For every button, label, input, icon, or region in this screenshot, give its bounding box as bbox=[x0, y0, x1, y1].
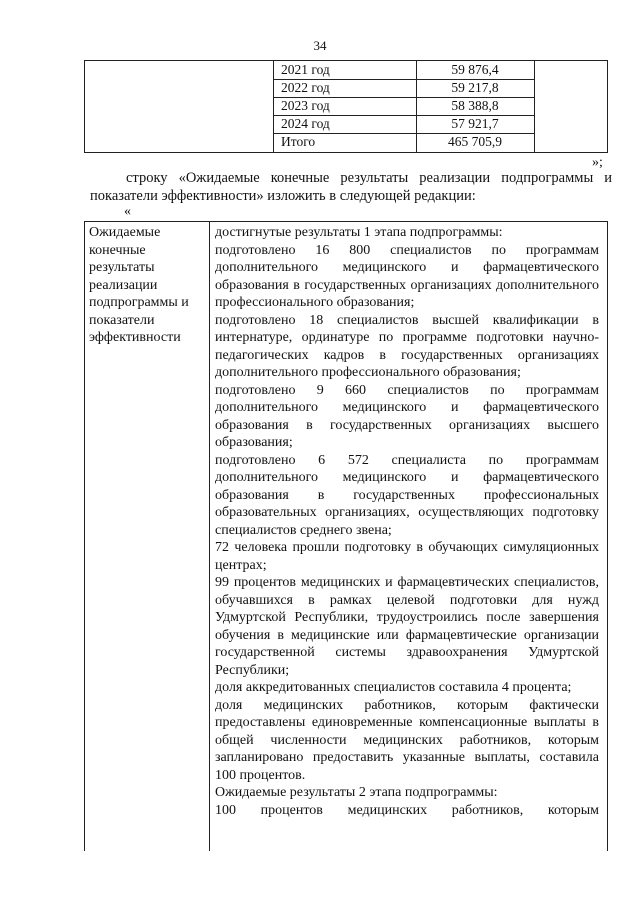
row-label: Ожидаемые конечные результаты реализации подпрограммы и показатели эффективности bbox=[89, 225, 189, 345]
table-row bbox=[273, 115, 534, 134]
result-item: подготовлено 6 572 специалиста по программам дополнительного медицинского и фармацевтического образования в государственных профессиональных образовательных организациях, осуществляющих подготовку специалистов среднего звена; bbox=[215, 452, 599, 538]
results-heading: достигнутые результаты 1 этапа подпрограммы: bbox=[215, 225, 503, 240]
year-cell: 2021 год bbox=[281, 62, 330, 77]
closing-quote: »; bbox=[592, 155, 603, 170]
total-label: Итого bbox=[281, 134, 316, 149]
amount-cell: 59 217,8 bbox=[451, 80, 499, 95]
result-item: 72 человека прошли подготовку в обучающих симуляционных центрах; bbox=[215, 540, 599, 573]
results-content bbox=[215, 224, 599, 819]
year-cell: 2022 год bbox=[281, 80, 330, 95]
total-amount: 465 705,9 bbox=[448, 134, 502, 149]
result-item: доля медицинских работников, которым фактически предоставлены единовременные компенсационные выплаты в общей численности медицинских работников, которым запланировано предоставить указанные выплаты, составила 100 процентов. bbox=[215, 697, 599, 783]
amount-cell: 58 388,8 bbox=[451, 98, 499, 113]
result-item: подготовлено 18 специалистов высшей квалификации в интернатуре, ординатуре по программе подготовки научно-педагогических кадров в государственных организациях дополнительного профессионального образования; bbox=[215, 312, 599, 380]
opening-quote: « bbox=[124, 204, 131, 219]
column-divider bbox=[209, 222, 210, 851]
amount-cell: 57 921,7 bbox=[451, 116, 499, 131]
table-divider bbox=[534, 61, 535, 152]
stage2-heading: Ожидаемые результаты 2 этапа подпрограммы: bbox=[215, 785, 498, 800]
result-item: подготовлено 16 800 специалистов по программам дополнительного медицинского и фармацевтического образования в государственных организациях дополнительного профессионального образования; bbox=[215, 242, 599, 310]
result-item: 99 процентов медицинских и фармацевтических специалистов, обучавшихся в рамках целевой подготовки для нужд Удмуртской Республики, трудоустроились после завершения обучения в медицинские или фармацевтические организации государственной системы здравоохранения Удмуртской Республики; bbox=[215, 575, 599, 678]
result-item: подготовлено 9 660 специалистов по программам дополнительного медицинского и фармацевтического образования в государственных организациях высшего образования; bbox=[215, 382, 599, 450]
funding-table bbox=[84, 60, 608, 153]
results-table bbox=[84, 221, 608, 851]
result-item: доля аккредитованных специалистов составила 4 процента; bbox=[215, 680, 572, 695]
page-number: 34 bbox=[313, 38, 327, 53]
table-row bbox=[273, 97, 534, 116]
table-row bbox=[273, 61, 534, 80]
year-cell: 2023 год bbox=[281, 98, 330, 113]
intro-paragraph: строку «Ожидаемые конечные результаты реализации подпрограммы и показатели эффективности» изложить в следующей редакции: bbox=[90, 170, 612, 204]
year-cell: 2024 год bbox=[281, 116, 330, 131]
amount-cell: 59 876,4 bbox=[451, 62, 499, 77]
result-item: 100 процентов медицинских работников, которым bbox=[215, 802, 599, 818]
table-row-total bbox=[273, 133, 534, 151]
table-row bbox=[273, 79, 534, 98]
